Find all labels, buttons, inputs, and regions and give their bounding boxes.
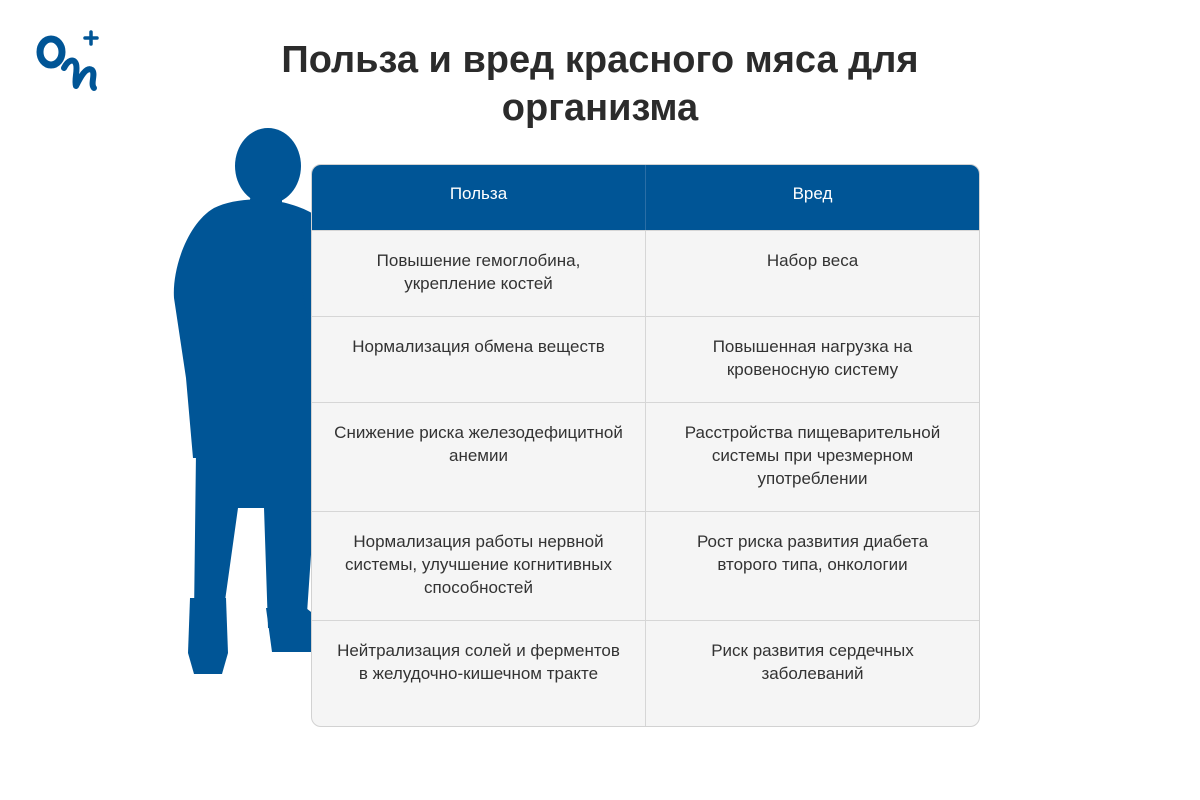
benefit-cell: Снижение риска железодефицитной анемии xyxy=(334,423,623,465)
table-header xyxy=(312,165,979,230)
table-row xyxy=(312,230,979,316)
column-header-harm: Вред xyxy=(645,165,979,230)
comparison-table xyxy=(311,164,980,727)
harm-cell: Повышенная нагрузка на кровеносную систему xyxy=(645,317,979,402)
table-row xyxy=(312,316,979,402)
harm-cell: Набор веса xyxy=(645,231,979,316)
table-row xyxy=(312,402,979,511)
page-title xyxy=(200,36,1000,132)
page-title-line-1: Польза и вред красного мяса для xyxy=(281,39,919,81)
column-header-benefit: Польза xyxy=(449,183,508,203)
logo-icon xyxy=(34,30,104,94)
table-row xyxy=(312,620,979,727)
page-title-line-2: организма xyxy=(501,87,699,129)
benefit-cell: Нормализация работы нервной системы, улучшение когнитивных способностей xyxy=(344,532,613,597)
benefit-cell: Нормализация обмена веществ xyxy=(352,337,605,356)
table-row xyxy=(312,511,979,620)
benefit-cell: Повышение гемоглобина, укрепление костей xyxy=(376,251,581,293)
harm-cell: Рост риска развития диабета второго типа, онкологии xyxy=(645,512,979,620)
harm-cell: Расстройства пищеварительной системы при чрезмерном употреблении xyxy=(645,403,979,511)
harm-cell: Риск развития сердечных заболеваний xyxy=(645,621,979,727)
benefit-cell: Нейтрализация солей и ферментов в желудочно-кишечном тракте xyxy=(337,641,620,683)
